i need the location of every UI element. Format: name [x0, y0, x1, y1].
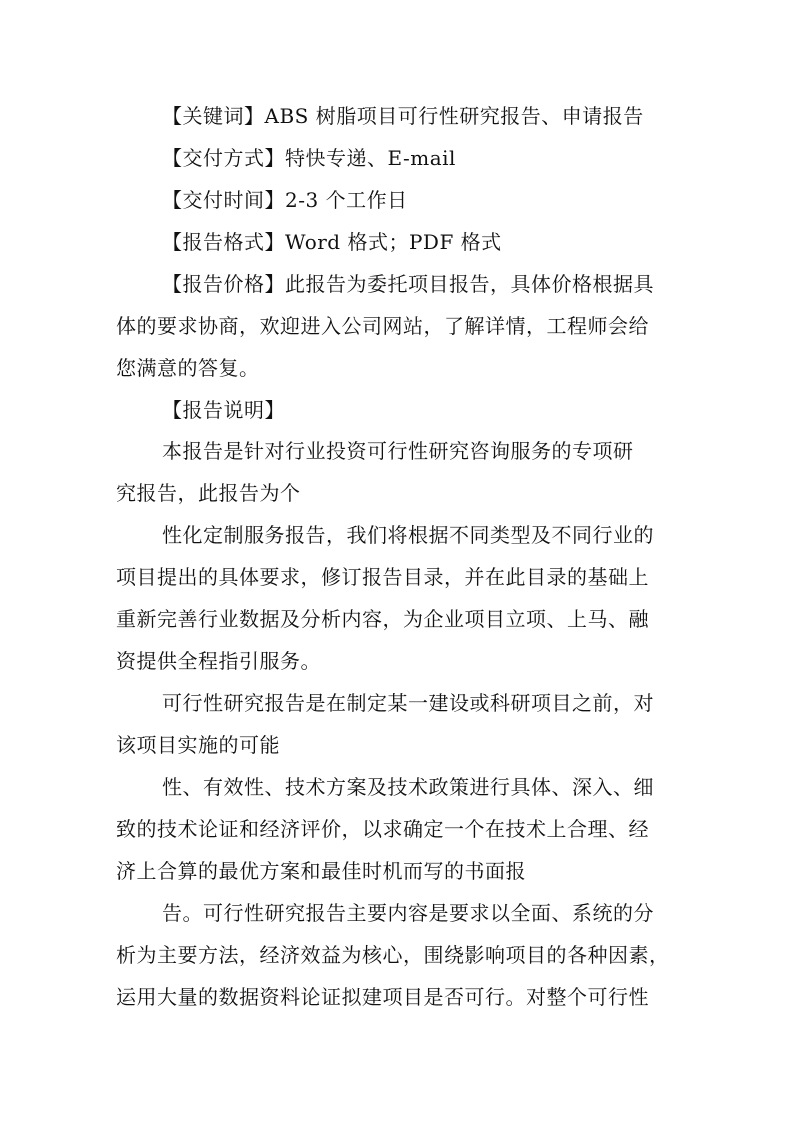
text-line: 可行性研究报告是在制定某一建设或科研项目之前，对 — [162, 691, 654, 715]
report-format-line — [162, 228, 502, 256]
delivery-time-line — [162, 186, 408, 214]
text-line: 性化定制服务报告，我们将根据不同类型及不同行业的 — [162, 523, 654, 547]
report-price-label: 【报告价格】 — [162, 272, 285, 296]
keywords-value: ABS 树脂项目可行性研究报告、申请报告 — [264, 104, 644, 128]
report-price-value: 此报告为委托项目报告，具体价格根据具 — [285, 272, 654, 296]
delivery-method-label: 【交付方式】 — [162, 146, 285, 170]
text-line: 析为主要方法，经济效益为核心，围绕影响项目的各种因素， — [116, 943, 670, 967]
text-line: 致的技术论证和经济评价，以求确定一个在技术上合理、经 — [116, 817, 649, 841]
text-line: 体的要求协商，欢迎进入公司网站，了解详情，工程师会给 — [116, 314, 649, 338]
text-line: 重新完善行业数据及分析内容，为企业项目立项、上马、融 — [116, 607, 649, 631]
delivery-method-line — [162, 144, 456, 172]
delivery-method-value: 特快专递、E-mail — [285, 146, 456, 170]
text-line: 资提供全程指引服务。 — [116, 649, 321, 673]
text-line: 济上合算的最优方案和最佳时机而写的书面报 — [116, 859, 526, 883]
text-line: 性、有效性、技术方案及技术政策进行具体、深入、细 — [162, 775, 654, 799]
text-line: 项目提出的具体要求，修订报告目录，并在此目录的基础上 — [116, 565, 649, 589]
report-format-value: Word 格式；PDF 格式 — [285, 230, 502, 254]
text-line: 本报告是针对行业投资可行性研究咨询服务的专项研 — [162, 439, 634, 463]
keywords-line — [162, 102, 644, 130]
text-line: 运用大量的数据资料论证拟建项目是否可行。对整个可行性 — [116, 985, 649, 1009]
report-format-label: 【报告格式】 — [162, 230, 285, 254]
delivery-time-label: 【交付时间】 — [162, 188, 285, 212]
text-line: 该项目实施的可能 — [116, 733, 280, 757]
text-line: 究报告，此报告为个 — [116, 481, 301, 505]
report-price-line — [162, 270, 654, 298]
text-line: 告。可行性研究报告主要内容是要求以全面、系统的分 — [162, 901, 654, 925]
section-heading: 【报告说明】 — [162, 398, 285, 422]
text-line: 您满意的答复。 — [116, 356, 260, 380]
delivery-time-value: 2-3 个工作日 — [285, 188, 408, 212]
keywords-label: 【关键词】 — [162, 104, 265, 128]
